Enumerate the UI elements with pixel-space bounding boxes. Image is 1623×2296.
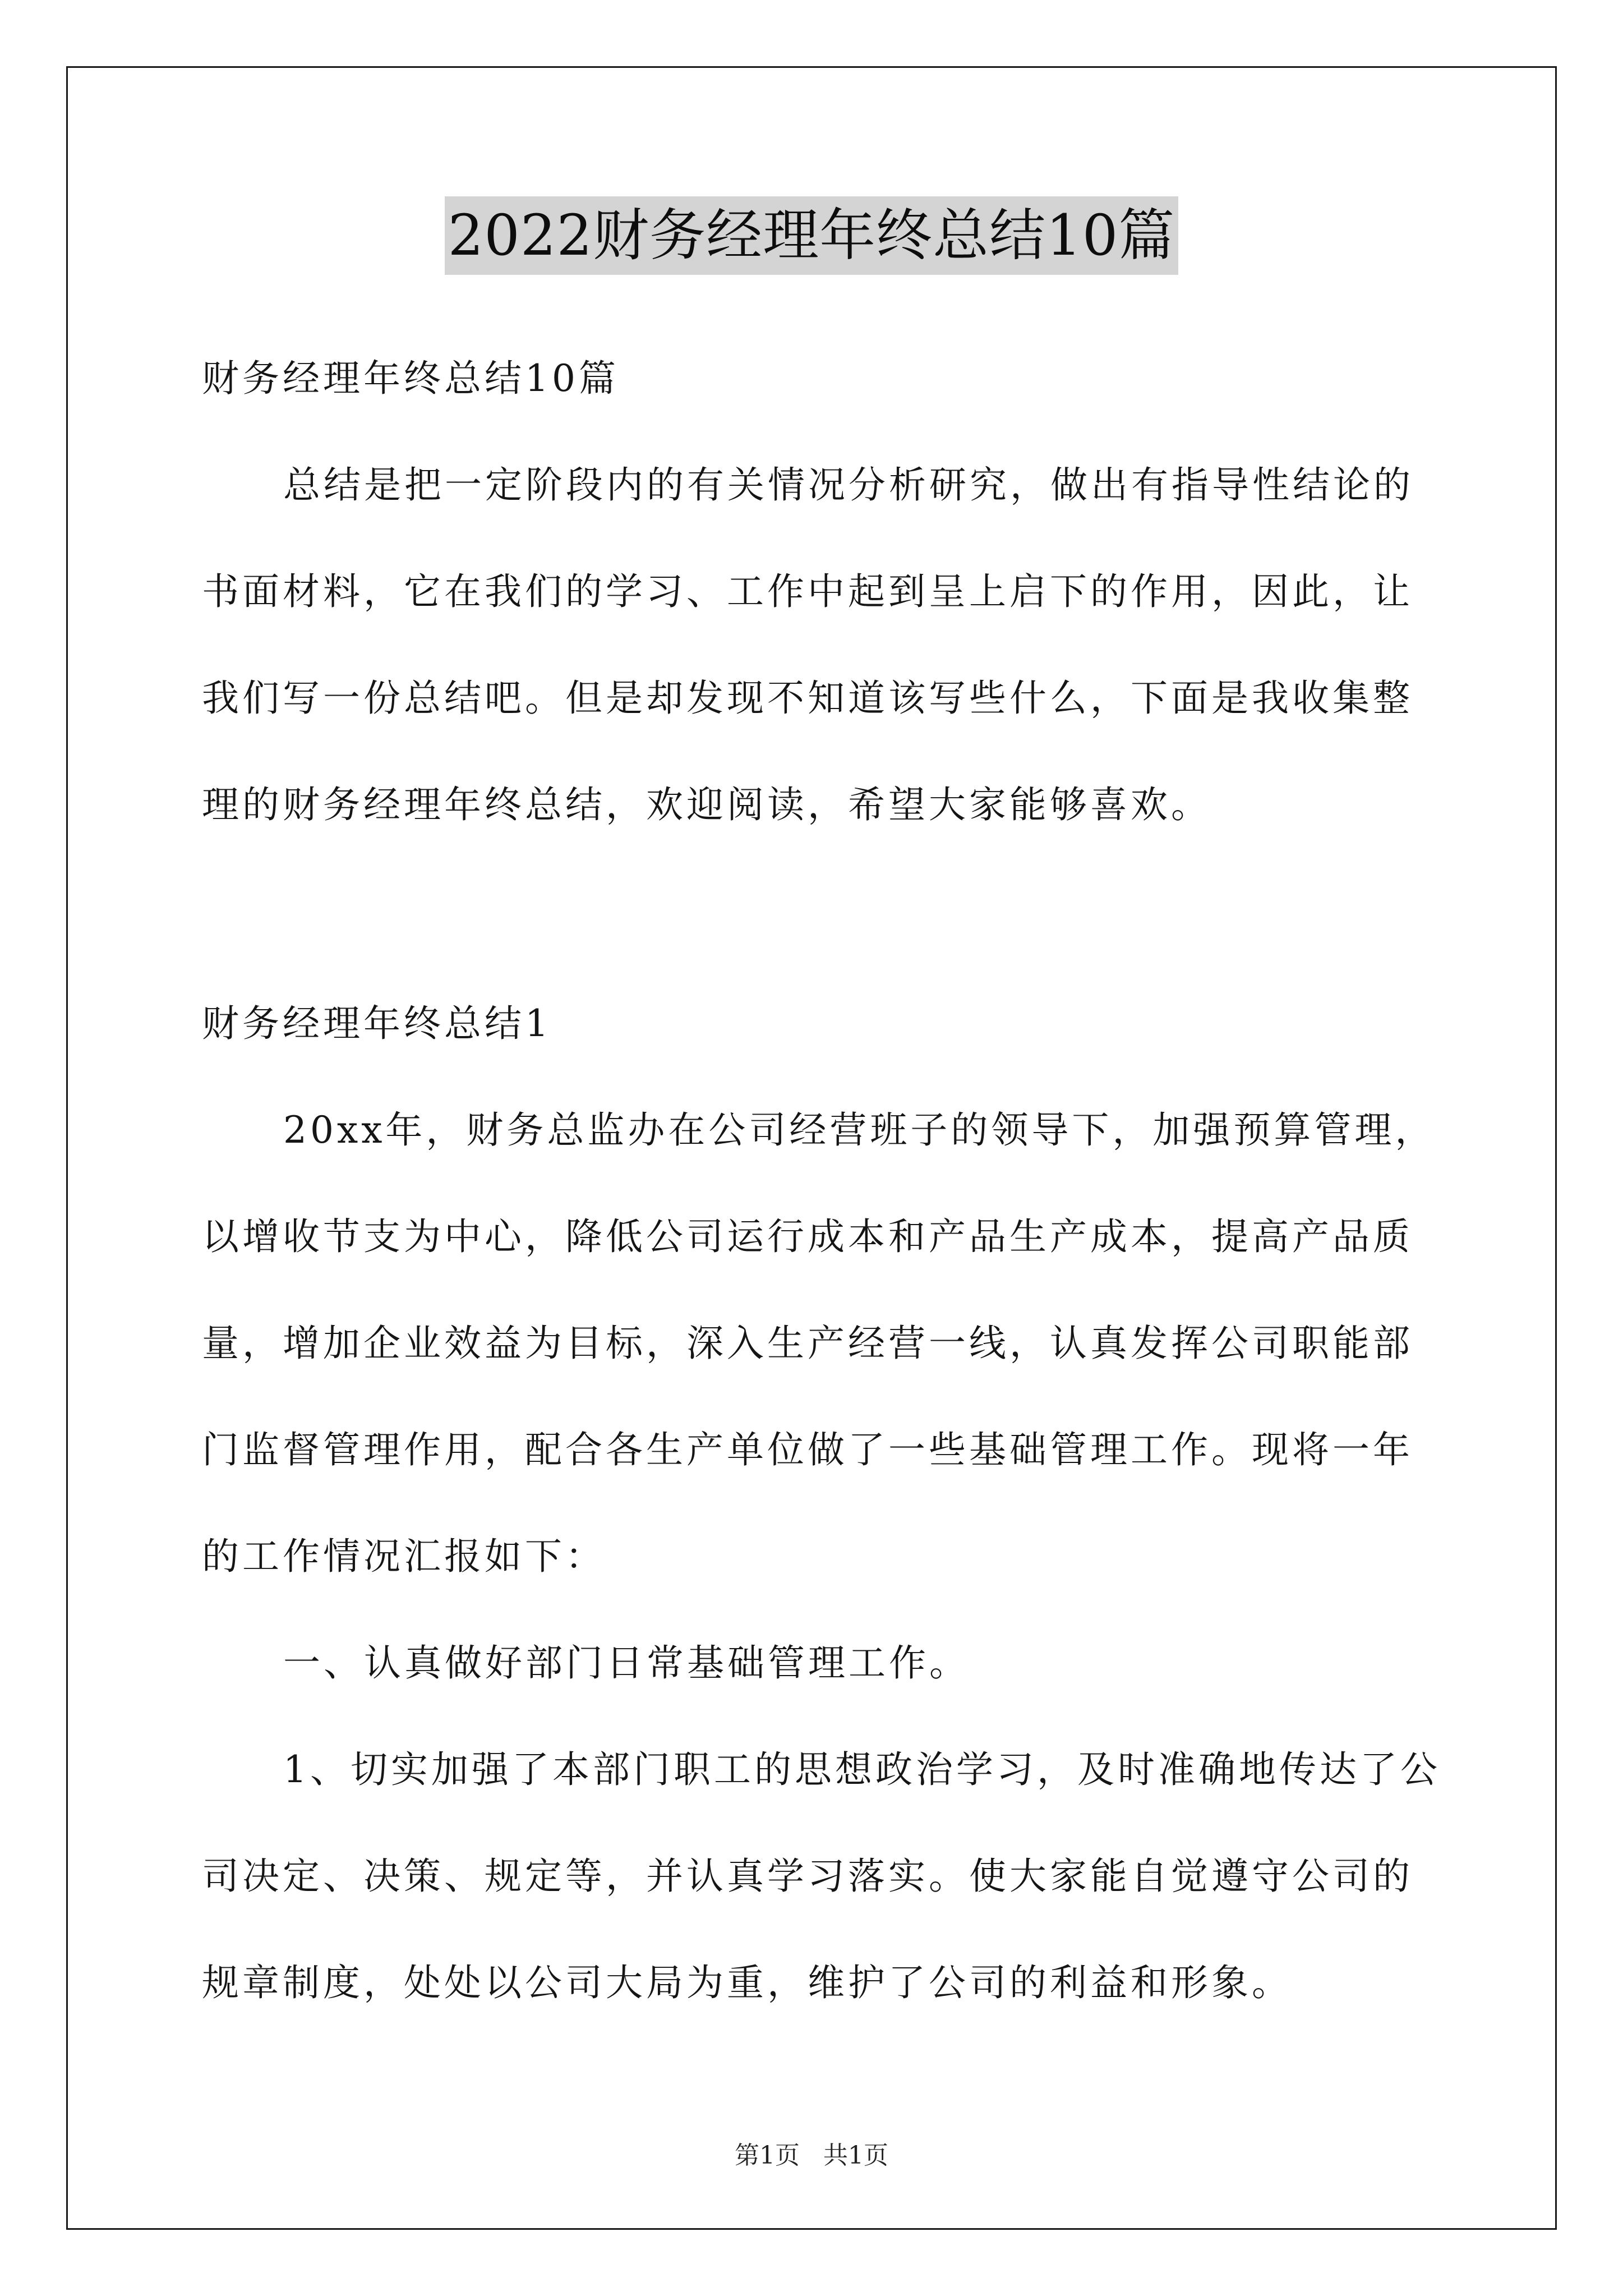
intro-paragraph-line: 理的财务经理年终总结，欢迎阅读，希望大家能够喜欢。	[202, 783, 1211, 826]
section-paragraph-line: 的工作情况汇报如下：	[202, 1535, 606, 1578]
section-paragraph-line: 以增收节支为中心，降低公司运行成本和产品生产成本，提高产品质	[202, 1215, 1413, 1258]
title-container	[0, 196, 1623, 275]
section-paragraph-line: 量，增加企业效益为目标，深入生产经营一线，认真发挥公司职能部	[202, 1322, 1413, 1365]
section-paragraph-line: 20xx年，财务总监办在公司经营班子的领导下，加强预算管理，	[283, 1108, 1436, 1152]
page-number-total: 共1页	[823, 2141, 888, 2170]
section-heading: 财务经理年终总结1	[202, 1002, 552, 1045]
item-paragraph-line: 1、切实加强了本部门职工的思想政治学习，及时准确地传达了公	[283, 1748, 1441, 1791]
subtitle: 财务经理年终总结10篇	[202, 357, 619, 400]
point-heading: 一、认真做好部门日常基础管理工作。	[283, 1641, 970, 1685]
item-paragraph-line: 规章制度，处处以公司大局为重，维护了公司的利益和形象。	[202, 1961, 1292, 2004]
page-footer	[0, 2140, 1623, 2171]
intro-paragraph-line: 我们写一份总结吧。但是却发现不知道该写些什么，下面是我收集整	[202, 677, 1413, 720]
section-paragraph-line: 门监督管理作用，配合各生产单位做了一些基础管理工作。现将一年	[202, 1428, 1413, 1471]
item-paragraph-line: 司决定、决策、规定等，并认真学习落实。使大家能自觉遵守公司的	[202, 1855, 1413, 1898]
intro-paragraph-line: 总结是把一定阶段内的有关情况分析研究，做出有指导性结论的	[283, 463, 1414, 507]
page-number-current: 第1页	[735, 2141, 800, 2170]
document-title: 2022财务经理年终总结10篇	[445, 196, 1179, 275]
intro-paragraph-line: 书面材料，它在我们的学习、工作中起到呈上启下的作用，因此，让	[202, 570, 1413, 613]
